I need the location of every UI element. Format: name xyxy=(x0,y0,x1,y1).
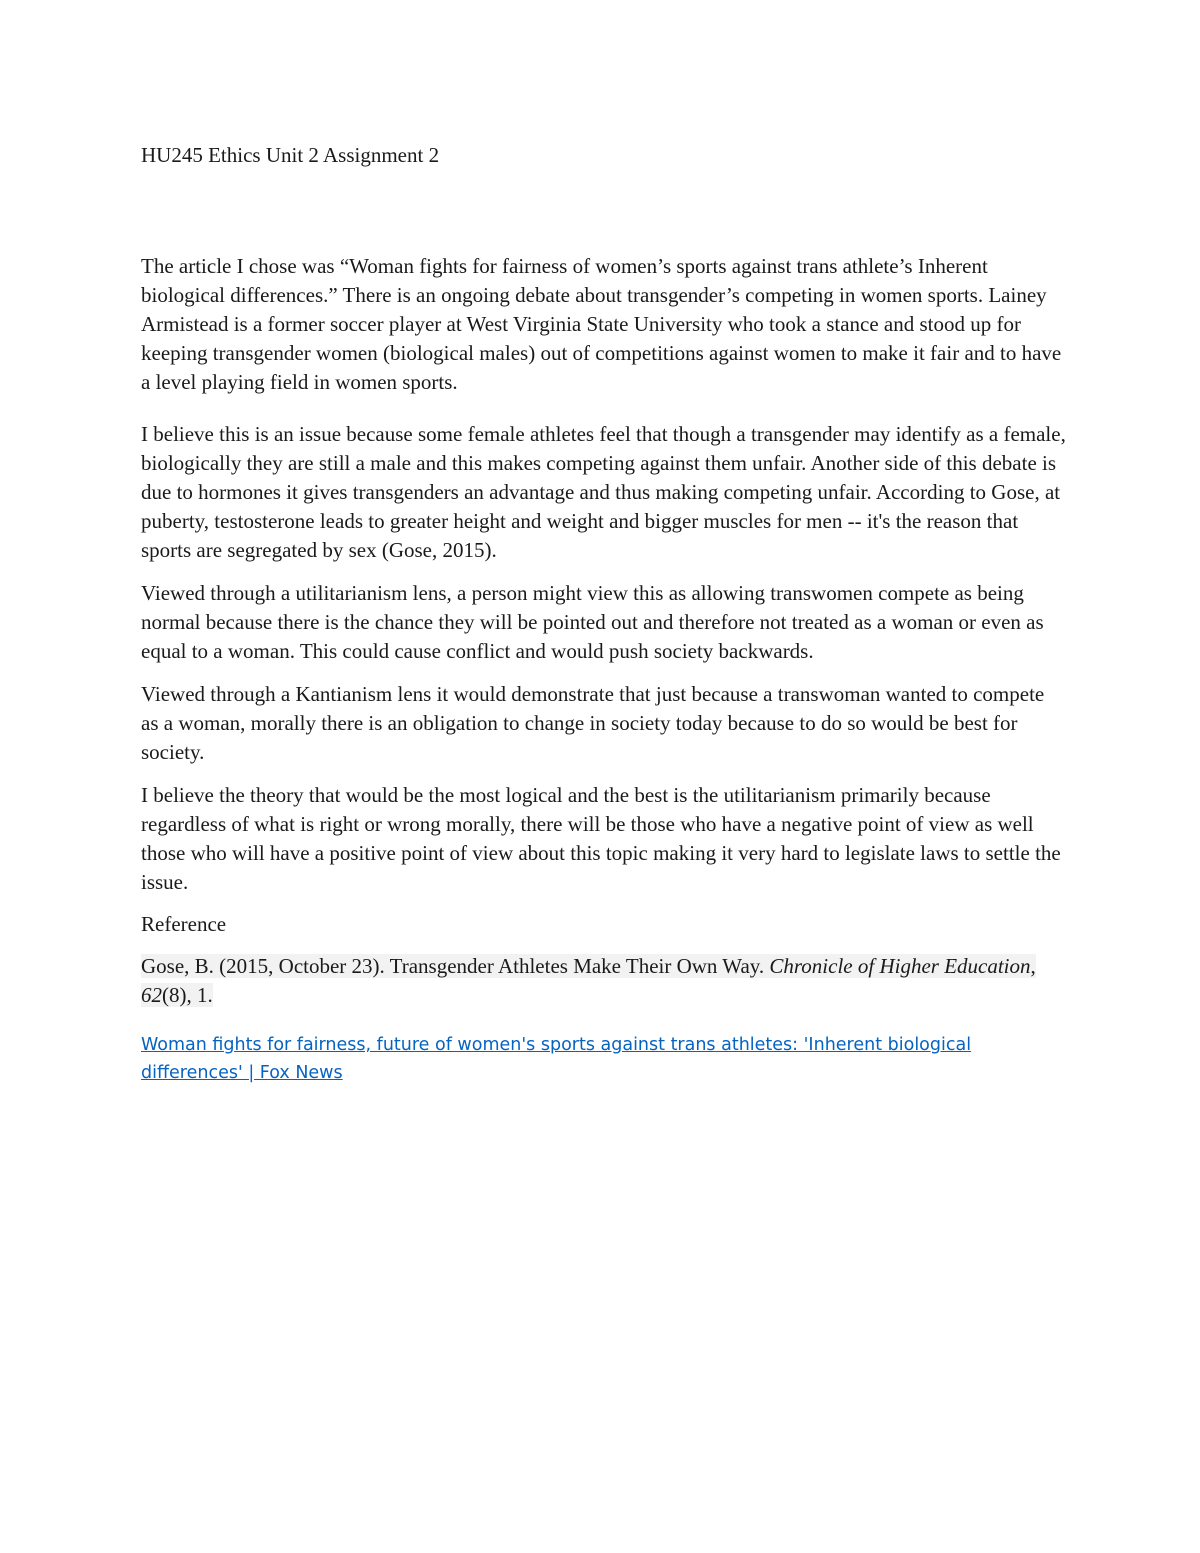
citation-volume: 62 xyxy=(141,983,162,1007)
citation-issue-pages: (8), 1. xyxy=(162,983,213,1007)
citation-authors-title: Gose, B. (2015, October 23). Transgender Athletes Make Their Own Way. xyxy=(141,954,770,978)
article-link[interactable]: Woman fights for fairness, future of women's sports against trans athletes: 'Inherent biological differences' | Fox News xyxy=(141,1035,972,1083)
paragraph-conclusion: I believe the theory that would be the most logical and the best is the utilitarianism primarily because regardless of what is right or wrong morally, there will be those who have a negative point of view as well those who will have a positive point of view about this topic making it very hard to legislate laws to settle the issue. xyxy=(141,783,1061,894)
paragraph-utilitarianism: Viewed through a utilitarianism lens, a person might view this as allowing transwomen compete as being normal because there is the chance they will be pointed out and therefore not treated as a woman or even as equal to a woman. This could cause conflict and would push society backwards. xyxy=(141,581,1044,663)
document-title: HU245 Ethics Unit 2 Assignment 2 xyxy=(141,143,440,167)
paragraph-kantianism: Viewed through a Kantianism lens it would demonstrate that just because a transwoman wanted to compete as a woman, morally there is an obligation to change in society today because to do so would be best for society. xyxy=(141,682,1045,764)
citation-separator: , xyxy=(1030,954,1036,978)
reference-heading: Reference xyxy=(141,912,227,936)
document-page xyxy=(141,140,1066,1087)
paragraph-article-summary: The article I chose was “Woman fights for fairness of women’s sports against trans athlete’s Inherent biological differences.” There is an ongoing debate about transgender’s competing in women sports. Lainey Armistead is a former soccer player at West Virginia State University who took a stance and stood up for keeping transgender women (biological males) out of competitions against women to make it fair and to have a level playing field in women sports. xyxy=(141,254,1062,394)
citation-text xyxy=(141,954,1036,1007)
citation-journal: Chronicle of Higher Education xyxy=(769,954,1031,978)
paragraph-issue: I believe this is an issue because some female athletes feel that though a transgender may identify as a female, biologically they are still a male and this makes competing against them unfair. Another side of this debate is due to hormones it gives transgenders an advantage and thus making competing unfair. According to Gose, at puberty, testosterone leads to greater height and weight and bigger muscles for men -- it's the reason that sports are segregated by sex (Gose, 2015). xyxy=(141,422,1066,562)
reference-citation xyxy=(141,952,1066,1010)
